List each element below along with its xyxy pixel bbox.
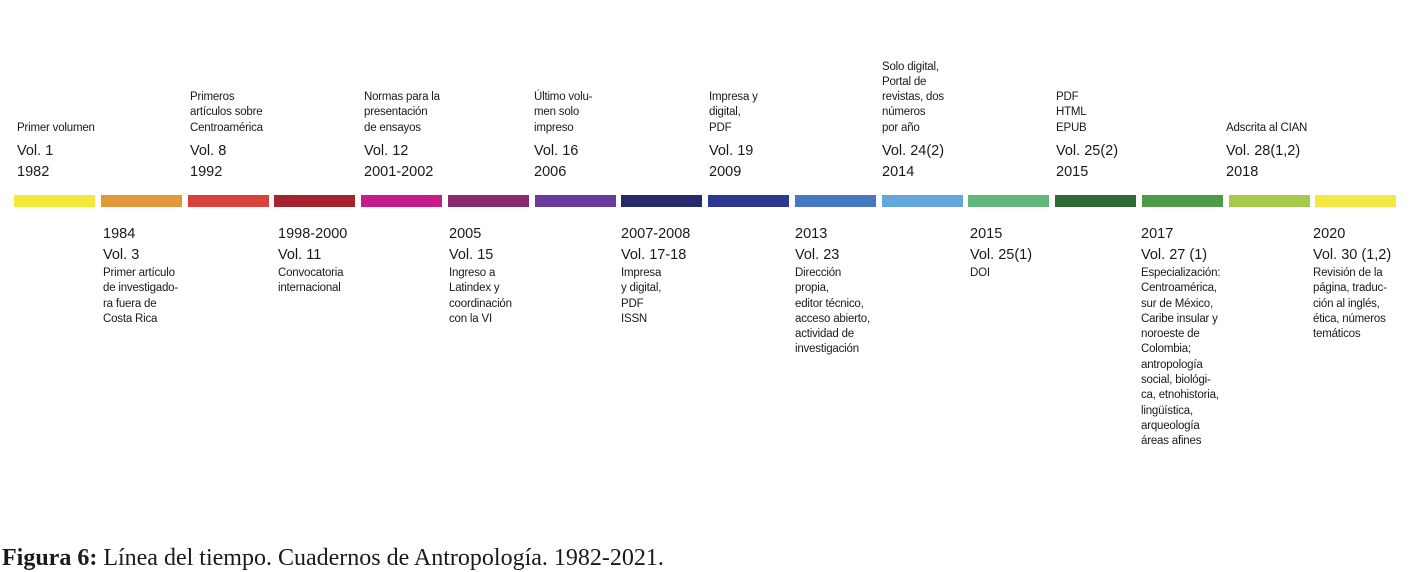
figure-caption: [2, 545, 664, 572]
timeline-event-bottom: [449, 224, 609, 327]
event-description: Impresa y digital, PDF: [709, 91, 758, 134]
event-description: Primer volumen: [17, 121, 95, 134]
event-description: Especialización: Centroamérica, sur de México, Caribe insular y noroeste de Colombia; antropología social, biológi- ca, etnohistoria, lingüística, arqueología áreas afines: [1141, 267, 1221, 448]
event-volume: Vol. 1: [17, 143, 54, 159]
timeline-event-bottom: [621, 224, 781, 327]
event-description: Último volu- men solo impreso: [534, 91, 593, 134]
event-volume: Vol. 12: [364, 143, 409, 159]
timeline-segment: [621, 195, 702, 207]
event-year: 2006: [534, 164, 567, 180]
timeline-event-top: [882, 60, 1042, 183]
caption-label: Figura 6:: [2, 545, 98, 571]
event-description: DOI: [970, 267, 990, 279]
timeline-segment: [101, 195, 182, 207]
timeline-segment: [882, 195, 963, 207]
timeline-event-top: [190, 90, 350, 183]
event-volume: Vol. 23: [795, 247, 840, 263]
timeline-event-bottom: [970, 224, 1130, 281]
timeline-segment: [1229, 195, 1310, 207]
timeline-segment: [1315, 195, 1396, 207]
timeline-segment: [188, 195, 269, 207]
event-volume: Vol. 25(1): [970, 247, 1033, 263]
event-description: Convocatoria internacional: [278, 267, 344, 295]
event-year: 1992: [190, 164, 223, 180]
timeline-segment: [535, 195, 616, 207]
event-description: Impresa y digital, PDF ISSN: [621, 267, 662, 325]
event-volume: Vol. 30 (1,2): [1313, 247, 1392, 263]
timeline-event-bottom: [103, 224, 263, 327]
event-description: Normas para la presentación de ensayos: [364, 91, 440, 134]
timeline-segment: [274, 195, 355, 207]
timeline-event-top: [709, 90, 869, 183]
event-year: 1982: [17, 164, 50, 180]
event-description: Adscrita al CIAN: [1226, 121, 1308, 134]
event-volume: Vol. 25(2): [1056, 143, 1119, 159]
event-year: 2005: [449, 226, 482, 242]
timeline-event-bottom: [1313, 224, 1413, 342]
timeline-segment: [1142, 195, 1223, 207]
event-volume: Vol. 3: [103, 247, 140, 263]
event-year: 2018: [1226, 164, 1259, 180]
event-year: 2014: [882, 164, 915, 180]
event-year: 2017: [1141, 226, 1174, 242]
timeline-event-bottom: [278, 224, 438, 297]
event-description: Dirección propia, editor técnico, acceso abierto, actividad de investigación: [795, 267, 870, 356]
timeline-event-top: [1226, 121, 1386, 183]
timeline-segment: [1055, 195, 1136, 207]
timeline-segment: [708, 195, 789, 207]
event-description: PDF HTML EPUB: [1056, 91, 1087, 134]
event-year: 2015: [970, 226, 1003, 242]
event-year: 2009: [709, 164, 742, 180]
timeline-event-top: [364, 90, 524, 183]
timeline-segment: [14, 195, 95, 207]
event-volume: Vol. 11: [278, 247, 322, 263]
timeline-event-top: [17, 121, 177, 183]
event-year: 1998-2000: [278, 226, 348, 242]
timeline-event-bottom: [1141, 224, 1301, 450]
timeline-segment: [448, 195, 529, 207]
event-year: 2007-2008: [621, 226, 691, 242]
event-volume: Vol. 8: [190, 143, 227, 159]
event-volume: Vol. 16: [534, 143, 579, 159]
timeline-event-top: [1056, 90, 1216, 183]
event-year: 2020: [1313, 226, 1346, 242]
event-volume: Vol. 24(2): [882, 143, 945, 159]
timeline-event-bottom: [795, 224, 955, 358]
event-year: 1984: [103, 226, 136, 242]
event-description: Solo digital, Portal de revistas, dos números por año: [882, 60, 944, 134]
event-description: Revisión de la página, traduc- ción al inglés, ética, números temáticos: [1313, 267, 1387, 341]
timeline-segment: [968, 195, 1049, 207]
event-description: Primeros artículos sobre Centroamérica: [190, 91, 263, 134]
event-description: Ingreso a Latindex y coordinación con la VI: [449, 267, 512, 325]
timeline-segment: [361, 195, 442, 207]
timeline-event-top: [534, 90, 694, 183]
event-description: Primer artículo de investigado- ra fuera de Costa Rica: [103, 267, 178, 325]
event-volume: Vol. 15: [449, 247, 494, 263]
event-volume: Vol. 27 (1): [1141, 247, 1208, 263]
event-year: 2015: [1056, 164, 1089, 180]
event-year: 2001-2002: [364, 164, 434, 180]
event-volume: Vol. 28(1,2): [1226, 143, 1301, 159]
timeline-segment: [795, 195, 876, 207]
event-volume: Vol. 17-18: [621, 247, 687, 263]
event-year: 2013: [795, 226, 828, 242]
event-volume: Vol. 19: [709, 143, 754, 159]
caption-text: Línea del tiempo. Cuadernos de Antropología. 1982-2021.: [97, 545, 664, 571]
